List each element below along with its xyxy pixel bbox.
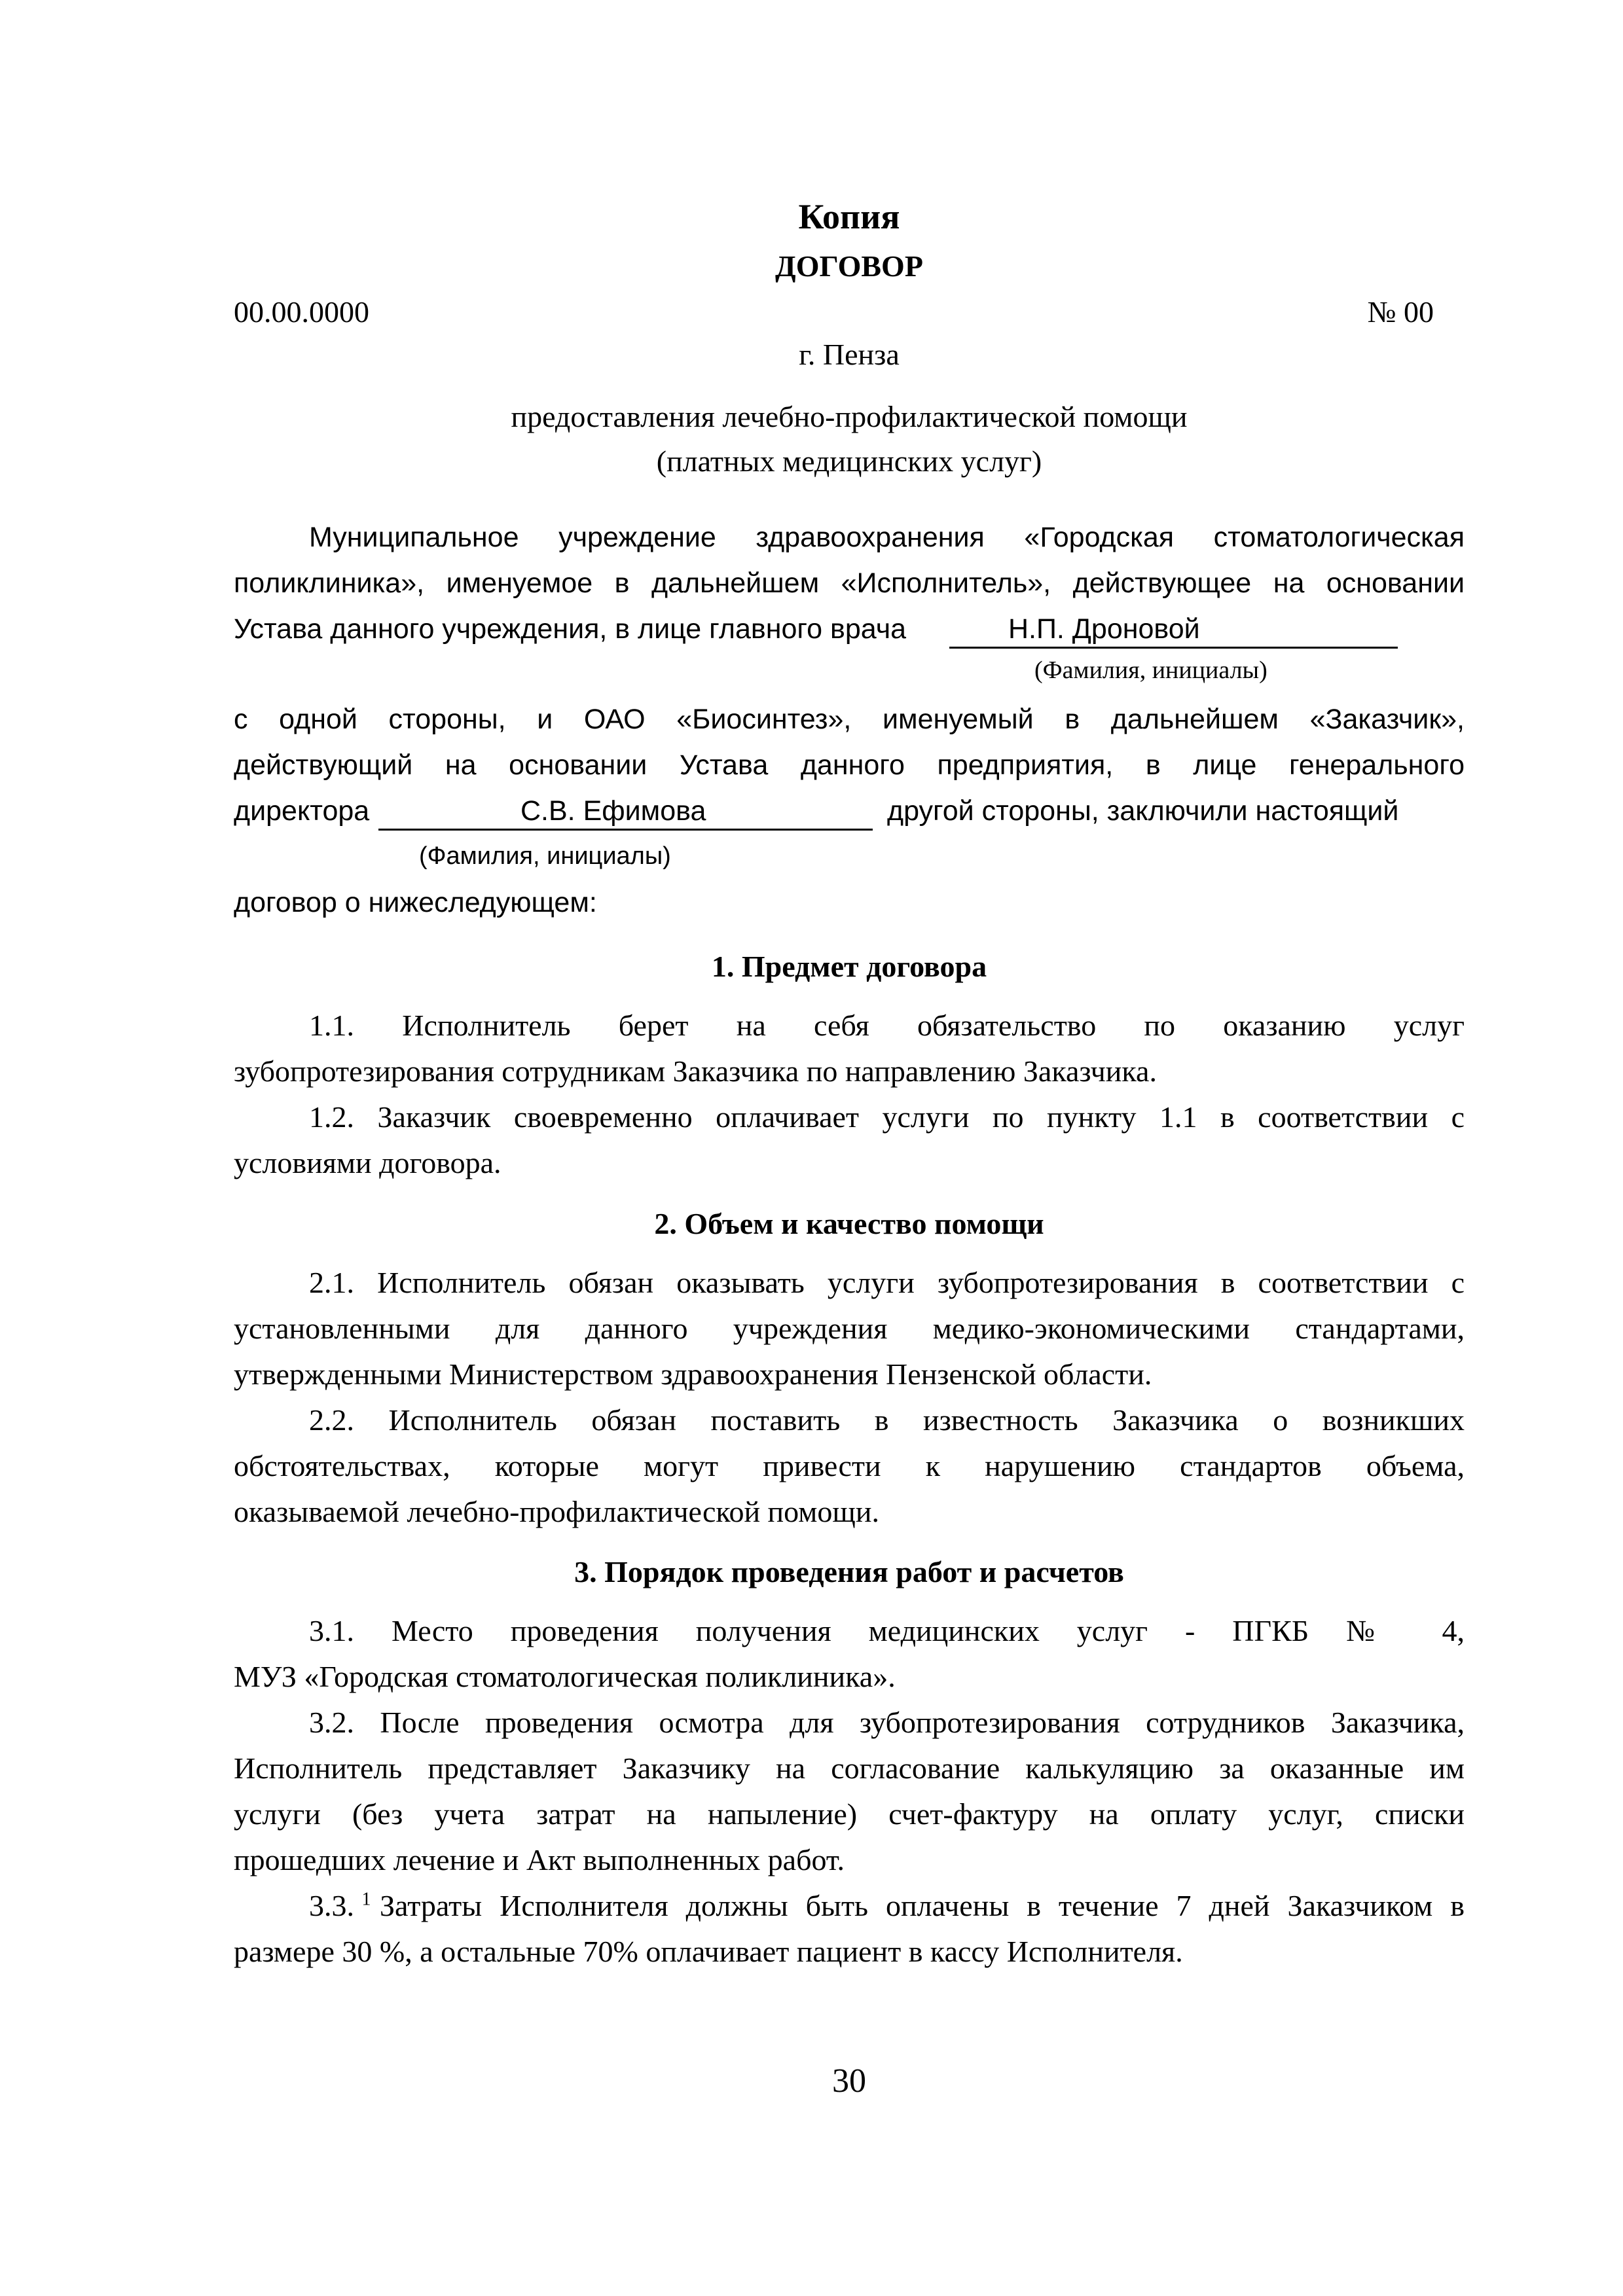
customer-name-caption: (Фамилия, инициалы) — [419, 842, 671, 870]
clause-3-3-line-2: размере 30 %, а остальные 70% оплачивает пациент в кассу Исполнителя. — [234, 1935, 1183, 1968]
clause-2-1-line-1: 2.1. Исполнитель обязан оказывать услуги зубопротезирования в соответствии с — [309, 1266, 1465, 1299]
preamble-line-7: договор о нижеследующем: — [234, 887, 597, 918]
clause-3-2-line-4: прошедших лечение и Акт выполненных работ. — [234, 1843, 845, 1876]
document-date: 00.00.0000 — [234, 295, 369, 329]
clause-3-2-line-3: услуги (без учета затрат на напыление) счет-фактуру на оплату услуг, списки — [234, 1797, 1465, 1831]
section-3-heading: 3. Порядок проведения работ и расчетов — [574, 1555, 1124, 1588]
section-2-heading: 2. Объем и качество помощи — [654, 1207, 1044, 1240]
copy-label: Копия — [798, 197, 900, 236]
document-title: ДОГОВОР — [775, 249, 923, 283]
document-city: г. Пенза — [799, 338, 900, 371]
document-subtitle-line-2: (платных медицинских услуг) — [656, 444, 1042, 478]
clause-3-3-number — [309, 1888, 371, 1923]
section-1-heading: 1. Предмет договора — [711, 950, 987, 983]
clause-1-2-line-1: 1.2. Заказчик своевременно оплачивает услуги по пункту 1.1 в соответствии с — [309, 1100, 1465, 1134]
clause-3-1-line-1: 3.1. Место проведения получения медицинских услуг - ПГКБ № 4, — [309, 1614, 1465, 1647]
clause-2-2-line-3: оказываемой лечебно-профилактической помощи. — [234, 1495, 879, 1528]
clause-3-1-line-2: МУЗ «Городская стоматологическая поликлиника». — [234, 1660, 896, 1693]
footnote-marker: 1 — [361, 1889, 371, 1910]
clause-2-1-line-3: утвержденными Министерством здравоохранения Пензенской области. — [234, 1357, 1152, 1391]
document-subtitle-line-1: предоставления лечебно-профилактической помощи — [511, 400, 1188, 433]
executor-name-caption: (Фамилия, инициалы) — [1034, 656, 1267, 684]
customer-name: С.В. Ефимова — [520, 795, 706, 827]
clause-1-2-line-2: условиями договора. — [234, 1146, 501, 1179]
clause-2-2-line-2: обстоятельствах, которые могут привести к нарушению стандартов объема, — [234, 1449, 1465, 1482]
executor-signature-line — [949, 647, 1398, 649]
clause-1-1-line-2: зубопротезирования сотрудникам Заказчика по направлению Заказчика. — [234, 1054, 1157, 1088]
preamble-line-3: Устава данного учреждения, в лице главного врача — [234, 613, 907, 645]
preamble-line-2: поликлиника», именуемое в дальнейшем «Исполнитель», действующее на основании — [234, 567, 1465, 599]
customer-signature-line — [378, 829, 873, 831]
preamble-line-6-prefix: директора — [234, 795, 370, 827]
clause-1-1-line-1: 1.1. Исполнитель берет на себя обязательство по оказанию услуг — [309, 1009, 1465, 1042]
preamble-line-1: Муниципальное учреждение здравоохранения «Городская стоматологическая — [309, 522, 1465, 553]
clause-3-2-line-2: Исполнитель представляет Заказчику на согласование калькуляцию за оказанные им — [234, 1751, 1465, 1785]
clause-3-3-line-1: Затраты Исполнителя должны быть оплачены в течение 7 дней Заказчиком в — [380, 1889, 1465, 1922]
executor-name: Н.П. Дроновой — [1008, 613, 1200, 645]
page-number: 30 — [832, 2062, 866, 2100]
preamble-line-5: действующий на основании Устава данного предприятия, в лице генерального — [234, 749, 1465, 781]
clause-3-2-line-1: 3.2. После проведения осмотра для зубопротезирования сотрудников Заказчика, — [309, 1706, 1465, 1739]
document-number: № 00 — [1367, 295, 1434, 329]
preamble-line-6-suffix: другой стороны, заключили настоящий — [887, 795, 1399, 827]
clause-3-3-number-text: 3.3. — [309, 1889, 354, 1922]
preamble-line-4: с одной стороны, и ОАО «Биосинтез», именуемый в дальнейшем «Заказчик», — [234, 704, 1465, 735]
clause-2-2-line-1: 2.2. Исполнитель обязан поставить в известность Заказчика о возникших — [309, 1403, 1465, 1437]
clause-2-1-line-2: установленными для данного учреждения медико-экономическими стандартами, — [234, 1312, 1465, 1345]
